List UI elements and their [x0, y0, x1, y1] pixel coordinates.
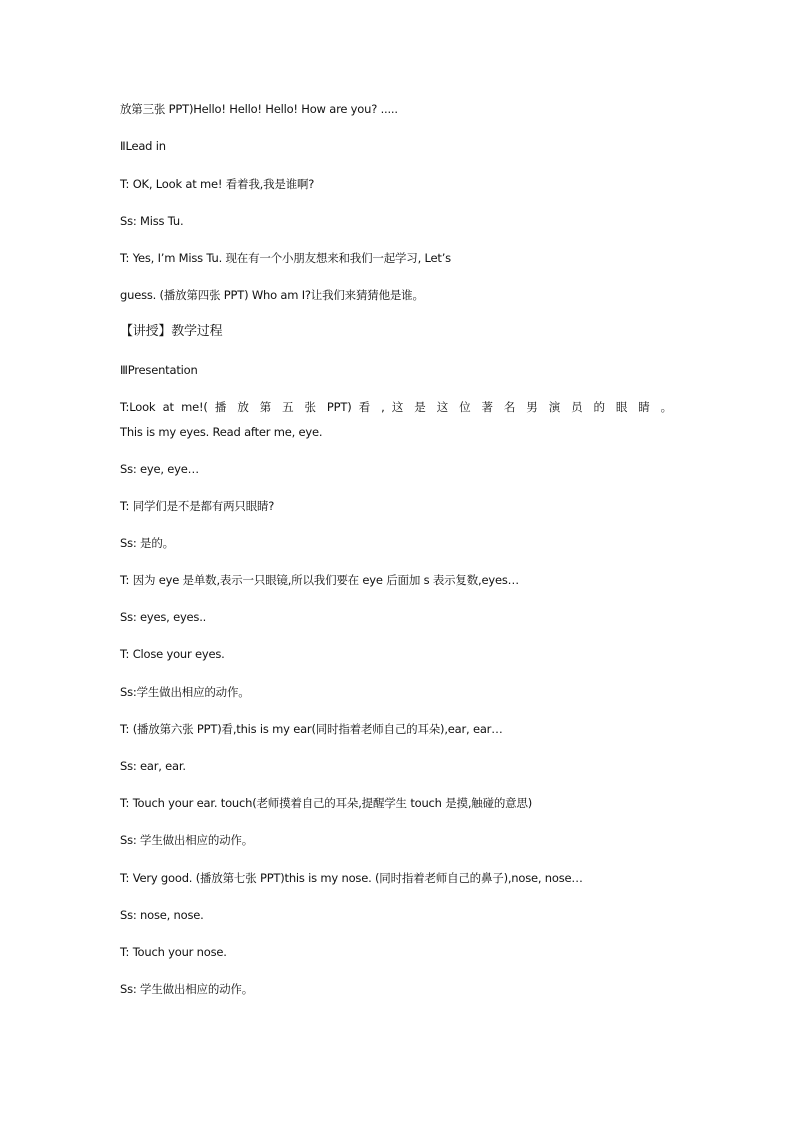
text-line: Ss:学生做出相应的动作。 — [120, 685, 250, 699]
text-line: T:Look at me!( 播 放 第 五 张 PPT) 看 , 这 是 这 位 著 名 男 演 员 的 眼 睛 。 — [120, 400, 672, 414]
text-line: T: (播放第六张 PPT)看,this is my ear(同时指着老师自己的耳朵),ear, ear… — [120, 722, 503, 736]
text-line: T: Yes, I’m Miss Tu. 现在有一个小朋友想来和我们一起学习, Let’s — [120, 251, 451, 265]
text-line: T: Touch your ear. touch(老师摸着自己的耳朵,提醒学生 touch 是摸,触碰的意思) — [120, 796, 533, 810]
text-line: Ss: ear, ear. — [120, 759, 186, 773]
text-line: T: 同学们是不是都有两只眼睛? — [120, 499, 275, 513]
text-line: Ss: Miss Tu. — [120, 214, 184, 228]
section-heading-lead-in: ⅡLead in — [120, 139, 166, 153]
text-line: T: 因为 eye 是单数,表示一只眼镜,所以我们要在 eye 后面加 s 表示复数,eyes… — [120, 573, 519, 587]
text-line: Ss: eyes, eyes.. — [120, 610, 207, 624]
text-line: Ss: 学生做出相应的动作。 — [120, 833, 254, 847]
text-line: 放第三张 PPT)Hello! Hello! Hello! How are you? ..... — [120, 102, 398, 116]
text-line: This is my eyes. Read after me, eye. — [120, 425, 323, 439]
text-line: T: Very good. (播放第七张 PPT)this is my nose. (同时指着老师自己的鼻子),nose, nose… — [120, 871, 583, 885]
text-line: Ss: nose, nose. — [120, 908, 204, 922]
text-line: T: Close your eyes. — [120, 647, 225, 661]
text-line: guess. (播放第四张 PPT) Who am I?让我们来猜猜他是谁。 — [120, 288, 424, 302]
text-line: Ss: 学生做出相应的动作。 — [120, 982, 254, 996]
text-line: Ss: eye, eye… — [120, 462, 199, 476]
text-line: Ss: 是的。 — [120, 536, 174, 550]
text-line: T: OK, Look at me! 看着我,我是谁啊? — [120, 177, 315, 191]
section-heading-teaching-process: 【讲授】教学过程 — [120, 324, 223, 339]
text-line: T: Touch your nose. — [120, 945, 227, 959]
section-heading-presentation: ⅢPresentation — [120, 363, 198, 377]
